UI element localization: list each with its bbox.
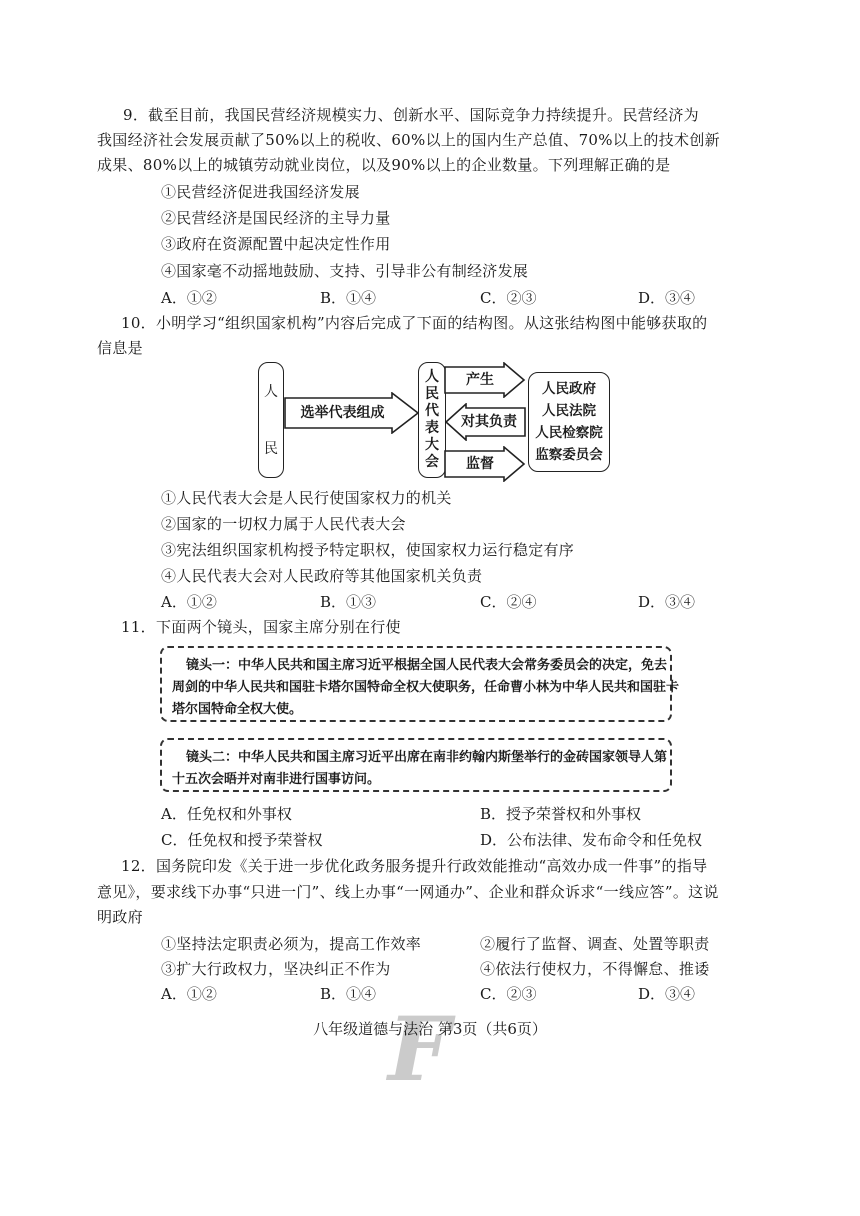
- q9-item-4: ④国家毫不动摇地鼓励、支持、引导非公有制经济发展: [161, 262, 529, 280]
- q12-stem-line-1: 12．国务院印发《关于进一步优化政务服务提升行政效能推动“高效办成一件事”的指导: [121, 857, 708, 875]
- q10-option-d: D．③④: [638, 593, 696, 611]
- scene-one-line-1: 镜头一：中华人民共和国主席习近平根据全国人民代表大会常务委员会的决定，免去: [186, 658, 668, 673]
- npc-box: 人民代表大会: [418, 362, 446, 478]
- q10-item-1: ①人民代表大会是人民行使国家权力的机关: [161, 489, 452, 507]
- q11-stem: 11．下面两个镜头，国家主席分别在行使: [121, 618, 401, 636]
- q10-item-2: ②国家的一切权力属于人民代表大会: [161, 515, 406, 533]
- scene-one-box: [160, 646, 680, 722]
- q9-option-d: D．③④: [638, 289, 696, 307]
- q9-stem-line-3: 成果、80%以上的城镇劳动就业岗位，以及90%以上的企业数量。下列理解正确的是: [97, 156, 671, 174]
- organ-procuratorate: 人民检察院: [535, 425, 603, 441]
- organ-court: 人民法院: [542, 403, 596, 419]
- q12-item-4: ④依法行使权力，不得懈怠、推诿: [480, 960, 710, 978]
- q10-option-c: C．②④: [480, 593, 537, 611]
- scene-one-line-2: 周剑的中华人民共和国驻卡塔尔国特命全权大使职务，任命曹小林为中华人民共和国驻卡: [172, 680, 680, 695]
- scene-two-line-1: 镜头二：中华人民共和国主席习近平出席在南非约翰内斯堡举行的金砖国家领导人第: [186, 750, 668, 765]
- q11-option-d: D．公布法律、发布命令和任免权: [480, 831, 703, 849]
- q12-item-3: ③扩大行政权力，坚决纠正不作为: [161, 960, 391, 978]
- q12-item-1: ①坚持法定职责必须为，提高工作效率: [161, 935, 422, 953]
- q9-item-1: ①民营经济促进我国经济发展: [161, 183, 360, 201]
- q12-option-d: D．③④: [638, 985, 696, 1003]
- q10-item-3: ③宪法组织国家机构授予特定职权，使国家权力运行稳定有序: [161, 541, 575, 559]
- q9-option-c: C．②③: [480, 289, 537, 307]
- q9-item-3: ③政府在资源配置中起决定性作用: [161, 235, 391, 253]
- page-footer: 八年级道德与法治 第3页（共6页）: [313, 1020, 547, 1038]
- q9-stem-line-1: 9．截至目前，我国民营经济规模实力、创新水平、国际竞争力持续提升。民营经济为: [123, 106, 699, 124]
- people-box: [258, 362, 284, 478]
- responsible-label: 对其负责: [461, 414, 517, 430]
- elect-label: 选举代表组成: [300, 405, 385, 421]
- q12-item-2: ②履行了监督、调查、处置等职责: [480, 935, 710, 953]
- q10-option-b: B．①③: [320, 593, 377, 611]
- q12-option-b: B．①④: [320, 985, 377, 1003]
- organ-supervisory-commission: 监察委员会: [535, 447, 603, 463]
- q11-option-c: C．任免权和授予荣誉权: [161, 831, 323, 849]
- organ-government: 人民政府: [542, 381, 596, 397]
- q9-option-b: B．①④: [320, 289, 377, 307]
- q10-item-4: ④人民代表大会对人民政府等其他国家机关负责: [161, 567, 483, 585]
- q9-item-2: ②民营经济是国民经济的主导力量: [161, 209, 391, 227]
- produce-label: 产生: [466, 372, 494, 388]
- q9-option-a: A．①②: [161, 289, 217, 307]
- q12-option-c: C．②③: [480, 985, 537, 1003]
- q10-stem-line-1: 10．小明学习“组织国家机构”内容后完成了下面的结构图。从这张结构图中能够获取的: [121, 314, 708, 332]
- q10-stem-line-2: 信息是: [97, 339, 143, 357]
- watermark-letter: F: [388, 997, 451, 1101]
- q10-option-a: A．①②: [161, 593, 217, 611]
- scene-one-line-3: 塔尔国特命全权大使。: [172, 702, 303, 717]
- people-char-1: 人: [264, 383, 278, 400]
- q12-stem-line-3: 明政府: [97, 908, 143, 926]
- q11-option-b: B．授予荣誉权和外事权: [480, 805, 642, 823]
- scene-two-line-2: 十五次会晤并对南非进行国事访问。: [172, 772, 381, 787]
- q11-option-a: A．任免权和外事权: [161, 805, 292, 823]
- state-organs-box: [528, 372, 610, 472]
- q9-stem-line-2: 我国经济社会发展贡献了50%以上的税收、60%以上的国内生产总值、70%以上的技术创新: [97, 131, 720, 149]
- q12-stem-line-2: 意见》，要求线下办事“只进一门”、线上办事“一网通办”、企业和群众诉求“一线应答”。这说: [97, 883, 719, 901]
- supervise-label: 监督: [466, 456, 494, 472]
- scene-two-box: [160, 738, 672, 792]
- people-char-2: 民: [264, 440, 278, 457]
- q12-option-a: A．①②: [161, 985, 217, 1003]
